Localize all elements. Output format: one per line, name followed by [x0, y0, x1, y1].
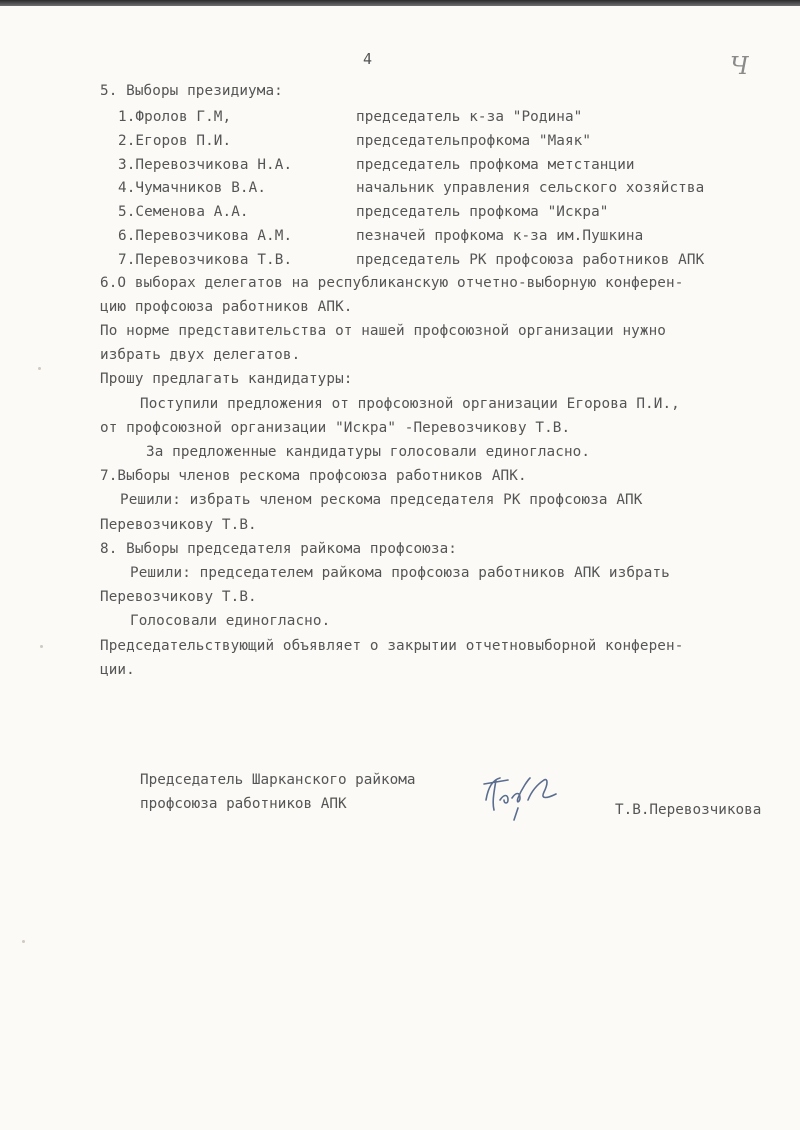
body-line: Решили: председателем райкома профсоюза работников АПК избрать — [130, 565, 670, 581]
section-title-presidium: 5. Выборы президиума: — [100, 83, 283, 99]
signature-name: Т.В.Перевозчикова — [615, 802, 762, 818]
body-line: 7.Выборы членов рескома профсоюза работников АПК. — [100, 468, 527, 484]
body-line: Председательствующий объявляет о закрытии отчетновыборной конферен- — [100, 638, 684, 654]
presidium-member-name: 1.Фролов Г.М, — [118, 109, 232, 125]
presidium-member-name: 4.Чумачников В.А. — [118, 180, 267, 196]
body-line: 6.О выборах делегатов на республиканскую отчетно-выборную конферен- — [100, 275, 684, 291]
presidium-member-position: начальник управления сельского хозяйства — [356, 180, 705, 196]
presidium-member-name: 3.Перевозчикова Н.А. — [118, 157, 293, 173]
presidium-member-position: председательпрофкома "Маяк" — [356, 133, 592, 149]
body-line: Голосовали единогласно. — [130, 613, 331, 629]
handwritten-signature — [478, 770, 570, 822]
paper-speck — [22, 940, 25, 943]
body-line: избрать двух делегатов. — [100, 347, 301, 363]
body-line: Поступили предложения от профсоюзной организации Егорова П.И., — [140, 396, 680, 412]
body-line: По норме представительства от нашей профсоюзной организации нужно — [100, 323, 666, 339]
body-line: Перевозчикову Т.В. — [100, 589, 257, 605]
body-line: Решили: избрать членом рескома председателя РК профсоюза АПК — [120, 492, 643, 508]
presidium-member-position: пезначей профкома к-за им.Пушкина — [356, 228, 644, 244]
body-line: Перевозчикову Т.В. — [100, 517, 257, 533]
presidium-member-name: 2.Егоров П.И. — [118, 133, 232, 149]
presidium-member-name: 5.Семенова А.А. — [118, 204, 249, 220]
paper-speck — [40, 645, 43, 648]
presidium-member-position: председатель к-за "Родина" — [356, 109, 583, 125]
body-line: от профсоюзной организации "Искра" -Перевозчикову Т.В. — [100, 420, 571, 436]
presidium-member-name: 6.Перевозчикова А.М. — [118, 228, 293, 244]
body-line: цию профсоюза работников АПК. — [100, 299, 353, 315]
presidium-member-name: 7.Перевозчикова Т.В. — [118, 252, 293, 268]
body-line: 8. Выборы председателя райкома профсоюза: — [100, 541, 458, 557]
paper-speck — [38, 367, 41, 370]
presidium-member-position: председатель профкома "Искра" — [356, 204, 609, 220]
page-top-edge — [0, 0, 800, 6]
presidium-member-position: председатель профкома метстанции — [356, 157, 635, 173]
presidium-member-position: председатель РК профсоюза работников АПК — [356, 252, 705, 268]
body-line: Прошу предлагать кандидатуры: — [100, 371, 353, 387]
body-line: За предложенные кандидатуры голосовали единогласно. — [146, 444, 591, 460]
page-number: 4 — [363, 50, 373, 68]
handwritten-page-mark: Ч — [730, 52, 749, 80]
signature-role-line: профсоюза работников АПК — [140, 796, 347, 812]
body-line: ции. — [100, 662, 135, 678]
signature-role-line: Председатель Шарканского райкома — [140, 772, 416, 788]
